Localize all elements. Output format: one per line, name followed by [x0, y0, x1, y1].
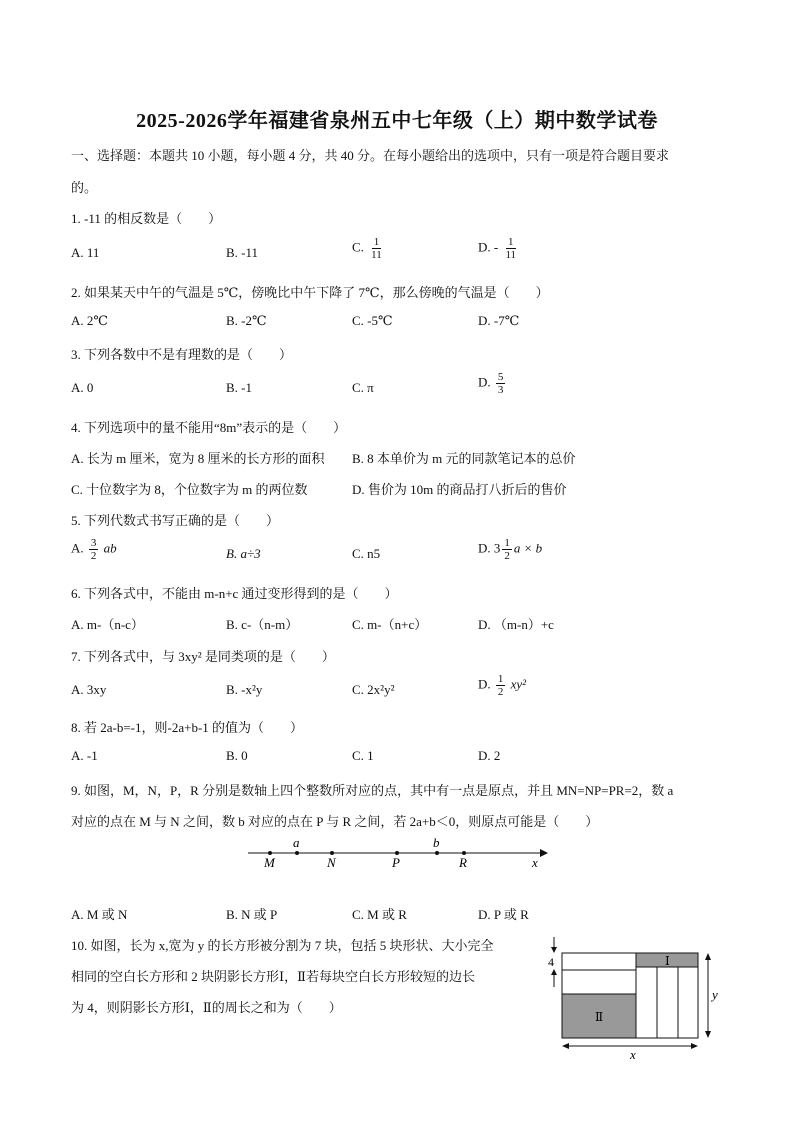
- q8-option-b: B. 0: [226, 748, 248, 763]
- q5-option-b: B. a÷3: [226, 546, 261, 561]
- q7-option-c: C. 2x²y²: [352, 682, 395, 697]
- q5-stem: 5. 下列代数式书写正确的是（ ）: [71, 513, 280, 528]
- q2-stem: 2. 如果某天中午的气温是 5℃，傍晚比中午下降了 7℃，那么傍晚的气温是（ ）: [71, 285, 549, 300]
- q7-option-d: D. $\frac{1}{2}$ xy²: [478, 673, 527, 698]
- q5-option-d: D. 3 $\frac{1}{2}$ a × b: [478, 537, 543, 562]
- q4-option-a: A. 长为 m 厘米，宽为 8 厘米的长方形的面积: [71, 451, 325, 466]
- q7-option-a: A. 3xy: [71, 682, 107, 697]
- q9-option-a: A. M 或 N: [71, 907, 128, 922]
- label-b: b: [433, 835, 440, 850]
- q7-option-b: B. -x²y: [226, 682, 263, 697]
- q9-stem-line2: 对应的点在 M 与 N 之间，数 b 对应的点在 P 与 R 之间，若 2a+b＜0，则原点可能是（ ）: [71, 814, 599, 829]
- fraction: $\frac{3}{2}$: [90, 537, 97, 562]
- q5-option-a: A. $\frac{3}{2}$ ab: [71, 537, 117, 562]
- q6-option-d: D. （m-n）+c: [478, 617, 554, 632]
- q1-stem: 1. -11 的相反数是（ ）: [71, 211, 222, 226]
- q5-option-c: C. n5: [352, 546, 381, 561]
- label-n: N: [327, 855, 336, 870]
- section-header-line1: 一、选择题：本题共 10 小题，每小题 4 分，共 40 分。在每小题给出的选项中，只有一项是符合题目要求: [71, 148, 670, 163]
- q3-option-d: D. $\frac{5}{3}$: [478, 371, 504, 396]
- label-m: M: [264, 855, 275, 870]
- q3-option-a: A. 0: [71, 380, 94, 395]
- q2-option-d: D. -7℃: [478, 313, 520, 328]
- q8-option-c: C. 1: [352, 748, 374, 763]
- point-a: [295, 851, 299, 855]
- q1-option-a: A. 11: [71, 245, 100, 260]
- fraction: $\frac{1}{11}$: [505, 236, 517, 261]
- label-y: y: [712, 987, 718, 1002]
- fraction: $\frac{1}{2}$: [497, 673, 504, 698]
- label-x: x: [532, 855, 538, 870]
- axis-arrowhead: [540, 849, 548, 857]
- q6-stem: 6. 下列各式中，不能由 m-n+c 通过变形得到的是（ ）: [71, 586, 398, 601]
- point-b: [435, 851, 439, 855]
- q1-option-d: D. - $\frac{1}{11}$: [478, 236, 517, 261]
- q2-option-b: B. -2℃: [226, 313, 267, 328]
- q1-option-b: B. -11: [226, 245, 259, 260]
- q10-stem-line1: 10. 如图，长为 x,宽为 y 的长方形被分割为 7 块，包括 5 块形状、大小完全: [71, 938, 494, 953]
- q10-stem-line2: 相同的空白长方形和 2 块阴影长方形Ⅰ，Ⅱ若每块空白长方形较短的边长: [71, 969, 475, 984]
- q10-stem-line3: 为 4，则阴影长方形Ⅰ，Ⅱ的周长之和为（ ）: [71, 1000, 342, 1015]
- label-ii: Ⅱ: [595, 1010, 604, 1024]
- q9-option-d: D. P 或 R: [478, 907, 529, 922]
- q2-option-a: A. 2℃: [71, 313, 108, 328]
- q3-option-b: B. -1: [226, 380, 252, 395]
- fraction: $\frac{1}{11}$: [371, 236, 382, 261]
- label-i: Ⅰ: [665, 954, 670, 968]
- label-a: a: [293, 835, 300, 850]
- label-x-dim: x: [630, 1047, 636, 1060]
- q7-stem: 7. 下列各式中，与 3xy² 是同类项的是（ ）: [71, 649, 335, 664]
- q1-option-c: C. $\frac{1}{11}$: [352, 236, 382, 261]
- number-line-figure: [240, 835, 560, 875]
- rectangle-division-figure: [540, 935, 730, 1060]
- q8-option-d: D. 2: [478, 748, 501, 763]
- q4-option-d: D. 售价为 10m 的商品打八折后的售价: [352, 482, 567, 497]
- q8-stem: 8. 若 2a-b=-1，则-2a+b-1 的值为（ ）: [71, 720, 304, 735]
- q4-option-b: B. 8 本单价为 m 元的同款笔记本的总价: [352, 451, 576, 466]
- q6-option-b: B. c-（n-m）: [226, 617, 299, 632]
- q6-option-a: A. m-（n-c）: [71, 617, 144, 632]
- label-r: R: [459, 855, 467, 870]
- q3-stem: 3. 下列各数中不是有理数的是（ ）: [71, 347, 293, 362]
- q3-option-c: C. π: [352, 380, 374, 395]
- label-4: 4: [548, 955, 554, 969]
- label-p: P: [392, 855, 400, 870]
- q9-option-b: B. N 或 P: [226, 907, 278, 922]
- q4-stem: 4. 下列选项中的量不能用“8m”表示的是（ ）: [71, 420, 347, 435]
- fraction: $\frac{5}{3}$: [497, 371, 504, 396]
- q9-option-c: C. M 或 R: [352, 907, 407, 922]
- q6-option-c: C. m-（n+c）: [352, 617, 428, 632]
- page-title: 2025-2026学年福建省泉州五中七年级（上）期中数学试卷: [136, 110, 658, 132]
- section-header-line2: 的。: [71, 180, 98, 195]
- q2-option-c: C. -5℃: [352, 313, 393, 328]
- q8-option-a: A. -1: [71, 748, 98, 763]
- q9-stem-line1: 9. 如图，M，N，P，R 分别是数轴上四个整数所对应的点，其中有一点是原点，并且 MN=NP=PR=2，数 a: [71, 783, 674, 798]
- fraction: $\frac{1}{2}$: [504, 537, 510, 562]
- q4-option-c: C. 十位数字为 8，个位数字为 m 的两位数: [71, 482, 308, 497]
